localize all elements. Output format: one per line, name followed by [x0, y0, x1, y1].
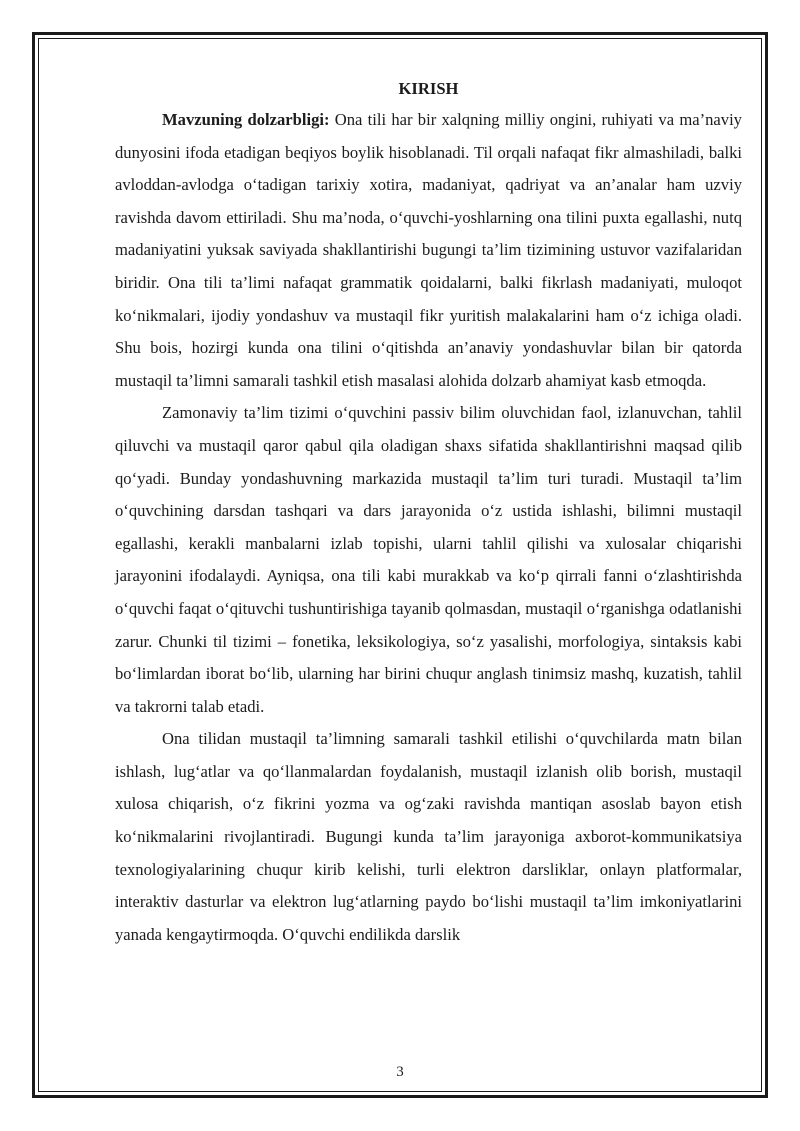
paragraph-modern-education — [115, 397, 742, 723]
paragraph-text: Ona tili har bir xalqning milliy ongini, ruhiyati va ma’naviy dunyosini ifoda etadigan beqiyos boylik hisoblanadi. Til orqali nafaqat fikr almashiladi, balki avloddan-avlodga o‘tadigan tarixiy xotira, madaniyat, qadriyat va an’analar ham uzviy ravishda davom ettiriladi. Shu ma’noda, o‘quvchi-yoshlarning ona tilini puxta egallashi, nutq madaniyatini yuksak saviyada shakllantirishi bugungi ta’lim tizimining ustuvor vazifalaridan biridir. Ona tili ta’limi nafaqat grammatik qoidalarni, balki fikrlash madaniyati, muloqot ko‘nikmalari, ijodiy yondashuv va mustaqil fikr yuritish malakalarini ham o‘z ichiga oladi. Shu bois, hozirgi kunda ona tilini o‘qitishda an’anaviy yondashuvlar bilan bir qatorda mustaqil ta’limni samarali tashkil etish masalasi alohida dolzarb ahamiyat kasb etmoqda. — [115, 110, 742, 390]
page-number: 3 — [396, 1064, 404, 1080]
section-heading: KIRISH — [398, 79, 459, 98]
document-body — [115, 74, 742, 951]
paragraph-text: Ona tilidan mustaqil ta’limning samarali tashkil etilishi o‘quvchilarda matn bilan ishlash, lug‘atlar va qo‘llanmalardan foydalanish, mustaqil izlanish olib borish, mustaqil xulosa chiqarish, o‘z fikrini yozma va og‘zaki ravishda mantiqan asoslab bayon etish ko‘nikmalarini rivojlantiradi. Bugungi kunda ta’lim jarayoniga axborot-kommunikatsiya texnologiyalarining chuqur kirib kelishi, turli elektron darsliklar, onlayn platformalar, interaktiv dasturlar va elektron lug‘atlarning paydo bo‘lishi mustaqil ta’lim imkoniyatlarini yanada kengaytirmoqda. O‘quvchi endilikda darslik — [115, 729, 742, 944]
paragraph-lead: Mavzuning dolzarbligi: — [162, 110, 330, 129]
paragraph-independent-learning — [115, 723, 742, 951]
paragraph-relevance — [115, 104, 742, 397]
paragraph-text: Zamonaviy ta’lim tizimi o‘quvchini passiv bilim oluvchidan faol, izlanuvchan, tahlil qiluvchi va mustaqil qaror qabul qila oladigan shaxs sifatida shakllantirishni maqsad qilib qo‘yadi. Bunday yondashuvning markazida mustaqil ta’lim turi turadi. Mustaqil ta’lim o‘quvchining darsdan tashqari va dars jarayonida o‘z ustida ishlashi, bilimni mustaqil egallashi, kerakli manbalarni izlab topishi, ularni tahlil qilishi va xulosalar chiqarishi jarayonini ifodalaydi. Ayniqsa, ona tili kabi murakkab va ko‘p qirrali fanni o‘zlashtirishda o‘quvchi faqat o‘qituvchi tushuntirishiga tayanib qolmasdan, mustaqil o‘rganishga odatlanishi zarur. Chunki til tizimi – fonetika, leksikologiya, so‘z yasalishi, morfologiya, sintaksis kabi bo‘limlardan iborat bo‘lib, ularning har birini chuqur anglash tinimsiz mashq, kuzatish, tahlil va takrorni talab etadi. — [115, 403, 742, 716]
